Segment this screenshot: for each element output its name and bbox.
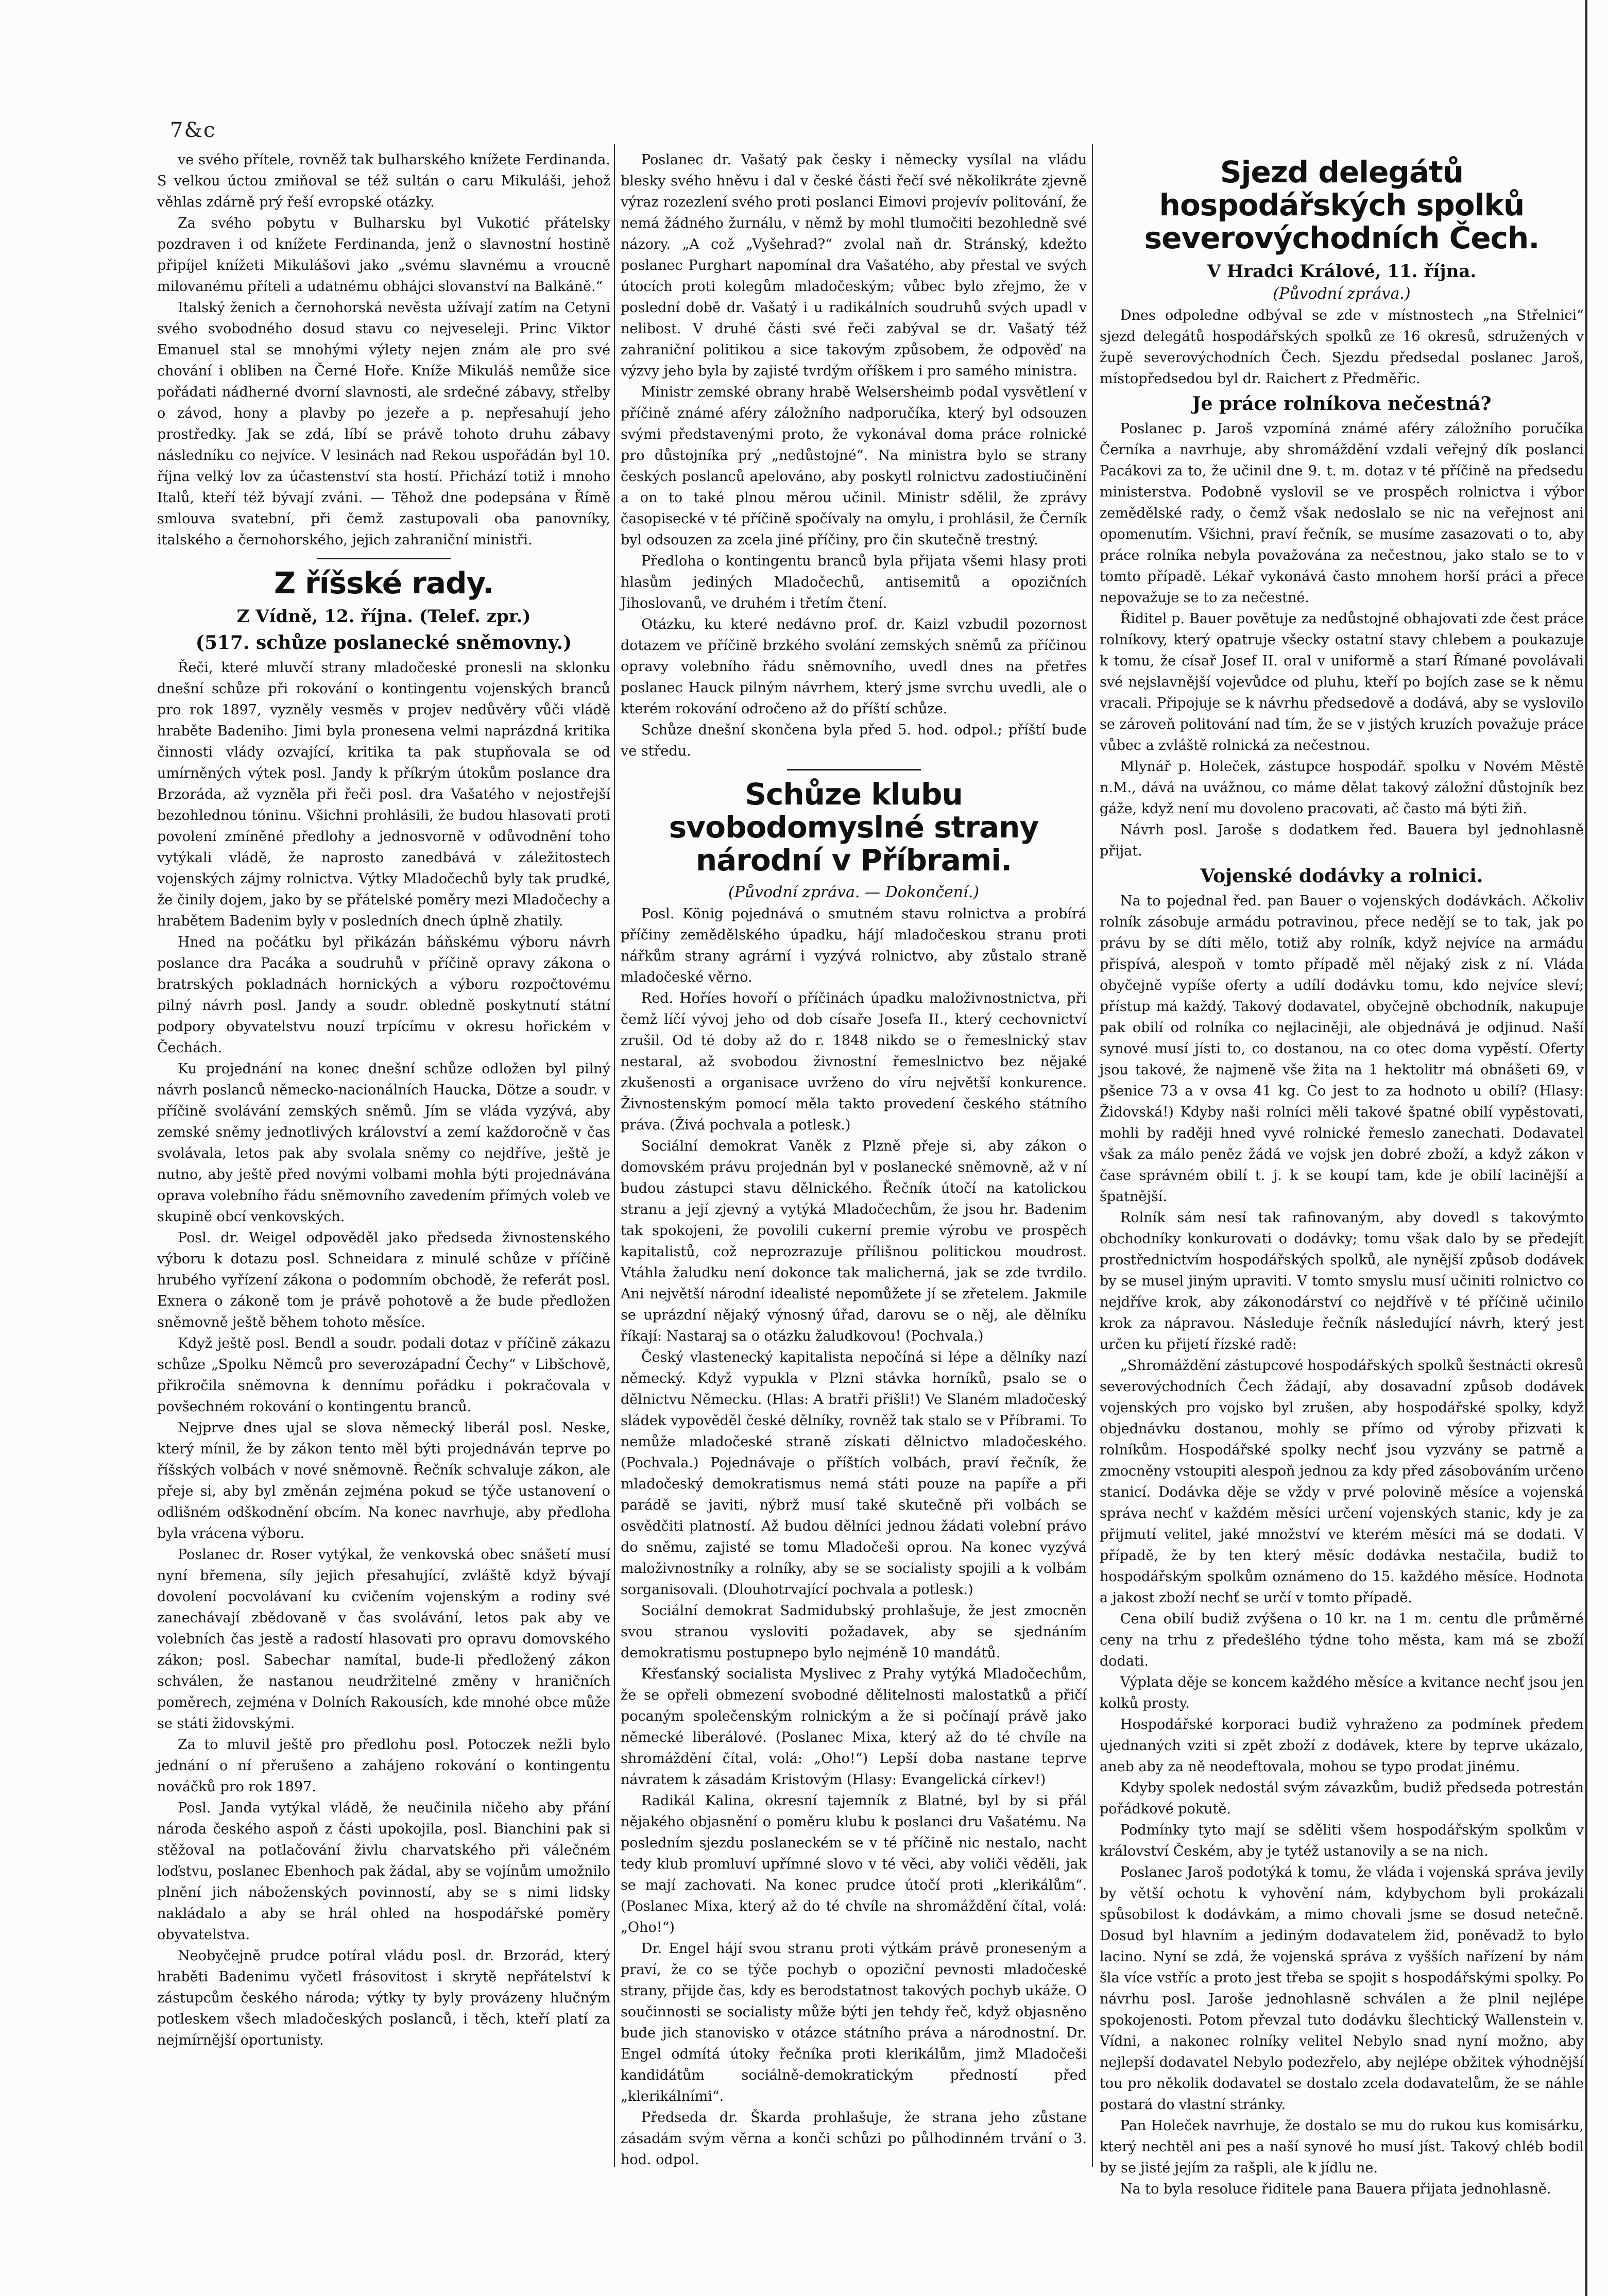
col1-body [157,657,610,2051]
paragraph: Křesťanský socialista Myslivec z Prahy vytýká Mladočechům, že se opřeli obmezení svobodné dělitelnosti malostatků a přičí pocaným společenským rolnickým a že si počínají právě jako německé liberálové. (Poslanec Mixa, který až do té chvíle na shromáždění čítal, volá: „Oho!“) Lepší doba nastane teprve návratem k zásadám Kristovým (Hlasy: Evangelická církev!) [621,1666,1087,1788]
paragraph: Na to byla resoluce řiditele pana Bauera přijata jednohlasně. [1120,2181,1551,2197]
section-subhead: Vojenské dodávky a rolnici. [1200,865,1483,887]
paragraph: Poslanec Jaroš podotýká k tomu, že vláda i vojenská správa jevily by větší ochotu k vyhovění nám, kdybychom byli prokázali spůsobilost k dodávkám, a mimo chovali jsme se dosud netečně. Dosud byl hlavním a jediným dodavatelem žid, poněvadž to bylo lacino. Nyní se zdá, že vojenská správa z vyšších nařízení by nám šla více vstříc a proto jest třeba se spojit s hospodářskými spolky. Po návrhu posl. Jaroše jednohlasně schválen a že plnil nejlépe spokojenosti. Potom převzal tuto dodávku šlechtický Wallenstein v. Vídni, a nakonec rolníky velitel Nebylo snad nyní možno, aby nejlepší dodavatel Nebylo podezřelo, aby nejlépe obžitek výhodnější tou pro několik dodavatel se dostalo zcela dodavatelům, že se náhle postará do vlastní stránky. [1100,1864,1584,2113]
col2-intro [621,149,1087,762]
paragraph: Na to pojednal řed. pan Bauer o vojenských dodávkách. Ačkoliv rolník zásobuje armádu potravinou, přece nedějí se to tak, jak po právu by se díti mělo, totiž aby rolník, když nejvíce na armádu přispívá, alespoň v tomto případě měl nějaký zisk z ní. Vláda obyčejně vypíše oferty a udílí dodávku tomu, kdo nejvíce sleví; přístup má každý. Takový dodavatel, obyčejně obchodník, nakupuje pak obilí od rolníka co nejlaciněji, ale objednává je odjinud. Naší synové musí jísti to, co dostanou, na co otec doma vypěstí. Oferty jsou takové, že najmeně vše žita na 1 hektolitr má obnášeti 69, v pšenice 73 a v ovsa 41 kg. Co jest to za hodnoto u obilí? (Hlasy: Židovská!) Kdyby naši rolníci měli takové špatné obilí vypěstovati, mohli by raději hned vyvé rolnické řemeslo zanechati. Dodavatel však za málo peněz žádá ve vojsk jen dobré zboží, a když zákon v čase správném obilí t. j. k se koupí tam, kde je obilí lacinější a špatnější. [1100,893,1584,1205]
article-byline: (Původní zpráva.) [1273,285,1411,303]
paragraph: Sociální demokrat Vaněk z Plzně přeje si, aby zákon o domovském právu projednán byl v poslanecké sněmovně, až v ní budou zástupci stavu dělnického. Řečník útočí na katolickou stranu a její zjevný a vytýká Mladočechům, že jsou hr. Badenim tak spokojeni, že povolili cukerní premie výrobu ve prospěch kapitalistů, což neprozrazuje přílišnou politickou moudrost. Vtáhla žaludku není dokonce tak malicherná, jak se zde tvrdilo. Ani největší národní idealisté nepomůžete jí se zřetelem. Jakmile se uprázdní nějaký výnosný úřad, darovu se o něj, ale dělníku říkají: Nastaraj sa o otázku žaludkovou! (Pochvala.) [621,1138,1087,1344]
column-rule-2 [1092,144,1093,2167]
paragraph: Za to mluvil ještě pro předlohu posl. Potoczek nežli bylo jednání o ní přerušeno a zahájeno rokování o kontingentu nováčků pro rok 1897. [157,1737,610,1795]
paragraph: Návrh posl. Jaroše s dodatkem řed. Bauera byl jednohlasně přijat. [1100,822,1584,859]
paragraph: Red. Hoříes hovoří o příčinách úpadku maloživnostnictva, při čemž líčí vývoj jeho od dob císaře Josefa II., který cechovnictví zrušil. Od té doby až do r. 1848 nikdo se o řemeslnický stav nestaral, až svobodou živnostní řemeslnictvo bez nějaké zkušenosti a organisace uvrženo do víru největší konkurence. Živnostenským pomocí měla takto provedení českého státního práva. (Živá pochvala a potlesk.) [621,990,1087,1133]
col3-section2 [1100,890,1584,2200]
column-3 [1100,149,1584,2197]
paragraph: Poslanec p. Jaroš vzpomíná známé aféry záložního poručíka Černíka a navrhuje, aby shromáždění vzdali veřejný dík poslanci Pacákovi za to, že učinil dne 9. t. m. dotaz v té příčině na předsedu ministerstva. Podobně vyslovil se ve prospěch rolnictva i výbor zemědělské rady, o čemž však nedoslalo se nic na veřejnost ani opomenutím. Všichni, praví řečník, se musíme zasazovati o to, aby práce rolníka nebyla považována za nečestnou, jako stalo se to v tomto případě. Lékař vykonává často mnohem horší práci a přece nepovažuje se to za nečestné. [1100,421,1584,606]
column-1 [157,149,610,2162]
paragraph: Hned na počátku byl přikázán báňskému výboru návrh poslance dra Pacáka a soudruhů v příčině opravy zákona o bratrských pokladnách hornických a výboru rozpočtovému pilný návrh posl. Jandy a soudr. obledně poskytnutí státní podpory obyvatelstvu nouzí trpícímu v okresu hořickém v Čechách. [157,934,610,1056]
article-headline: Sjezd delegátů hospodářských spolků severovýchodních Čech. [1144,155,1539,255]
paragraph: Cena obilí budiž zvýšena o 10 kr. na 1 m. centu dle průměrné ceny na trhu z předešlého týdne toho města, kam má se zboží dodati. [1100,1611,1584,1669]
paragraph: Rolník sám nesí tak rafinovaným, aby dovedl s takovýmto obchodníky konkurovati o dodávky; tomu však dalo by se předejít prostřednictvím hospodářských spolků, ale nynější způsob dodávek by se musel jiným upraviti. V tomto smyslu musí učiniti rolnictvo co nejdříve krok, aby zákonodárství co nejdřívě v té příčině učinilo krok za nápravou. Následuje řečník následující návrh, který jest určen ku přijetí řízské radě: [1100,1210,1584,1352]
paragraph: ve svého přítele, rovněž tak bulharského knížete Ferdinanda. S velkou úctou zmiňoval se též sultán o caru Mikuláši, jehož věhlas zdárně prý řeší evropské otázky. [157,152,610,210]
article-byline: (Původní zpráva. — Dokončení.) [728,883,979,901]
paragraph: Otázku, ku které nedávno prof. dr. Kaizl vzbudil pozornost dotazem ve příčině brzkého svolání zemských sněmů za příčinou opravy volebního řádu sněmovního, uvedl dnes na přetřes poslanec Hauck pilným návrhem, který jsme svrchu uvedli, ale o kterém rokování odročeno až do příští schůze. [621,616,1087,717]
paragraph: Hospodářské korporaci budiž vyhraženo za podmínek předem ujednaných vziti si zpět zboží z dodávek, ktere by teprve ukázalo, aneb aby za ně neodeftovala, mohou se typo prodat jinému. [1100,1717,1584,1775]
paragraph: Radikál Kalina, okresní tajemník z Blatné, byl by si přál nějakého objasnění o poměru klubu k poslanci dru Vašatému. Na posledním sjezdu poslaneckém se v té příčině nic nestalo, nacht tedy klub promluví upřímné slovo v té věci, aby voliči věděli, jak se mají zachovati. Na konec prudce útočí proti „klerikálům“. (Poslanec Mixa, který až do té chvíle na shromáždění čítal, volá: „Oho!“) [621,1793,1087,1935]
page-edge-border [1585,0,1587,2296]
section-separator [317,558,451,559]
paragraph: Schůze dnešní skončena byla před 5. hod. odpol.; příští bude ve středu. [621,722,1087,759]
paragraph: Český vlastenecký kapitalista nepočíná si lépe a dělníky nazí německý. Když vypukla v Plzni stávka horníků, psalo se o dělnictvu Německu. (Hlas: A bratři přišli!) Ve Slaném mladočeský sládek vypověděl české dělníky, rovněž tak stalo se v Příbrami. To nemůže mladočeské straně získati dělnictvo mladočeského. (Pochvala.) Pojednávaje o příštích volbách, praví řečník, že mladočeský demokratismus nemá státi pouze na papíře a při parádě se javiti, nýbrž musí také skutečně při volbách se osvědčiti platností. Až budou dělníci jednou žádati volební právo do sněmu, zajisté se tomu Mladočeši oprou. Na konec vyzývá maloživnostníky a rolníky, aby se se socialisty spojili a k volbám sorganisovali. (Dlouhotrvající pochvala a potlesk.) [621,1349,1087,1598]
paragraph: Sociální demokrat Sadmidubský prohlašuje, že jest zmocněn svou stranou vysloviti požadavek, aby se sjednáním demokratismu postupnepo bylo nejméně 10 mandátů. [621,1603,1087,1661]
paragraph: Pan Holeček navrhuje, že dostalo se mu do rukou kus komisárku, který nechtěl ani pes a naší synové ho musí jíst. Takový chléb bodil by se jisté jejím za rašpli, ale k jídlu ne. [1100,2118,1584,2176]
paragraph: Výplata děje se koncem každého měsíce a kvitance nechť jsou jen kolků prosty. [1100,1674,1584,1711]
paragraph: Nejprve dnes ujal se slova německý liberál posl. Neske, který mínil, že by zákon tento měl býti projednáván teprve po říšských volbách v nové sněmovně. Řečník schvaluje zákon, ale přeje si, aby byl změnán zejména pokud se týče ustanovení o odlišném odškodnění obcím. Na konec navrhuje, aby předloha byla vrácena výboru. [157,1420,610,1541]
article-dateline: Z Vídně, 12. října. (Telef. zpr.) [236,606,531,627]
paragraph: Dr. Engel hájí svou stranu proti výtkám právě proneseným a praví, že co se týče pochyb o opoziční pevnosti mladočeské strany, přijde čas, kdy es berodstatnost takových pochyb ukáže. O součinnosti se socialisty může býti jen tehdy řeč, když objasněno bude jich stanovisko v otázce státního práva a národnostní. Dr. Engel odmítá útoky řečníka proti klerikálům, jimž Mladočeši kandidátům sociálně-demokratickým předností před „klerikálními“. [621,1941,1087,2104]
article-dateline: V Hradci Králové, 11. října. [1207,261,1477,282]
paragraph: Podmínky tyto mají se sděliti všem hospodářským spolkům v království Českém, aby je tytéž ustanovily a se na nich. [1100,1822,1584,1859]
paragraph: Ku projednání na konec dnešní schůze odložen byl pilný návrh poslanců německo-nacionálních Haucka, Dötze a soudr. v příčině svolávání zemských sněmů. Jím se vláda vyzývá, aby zemské sněmy jednotlivých království a zemí každoročně v čas svolávala, letos pak aby svolala sněmy co nejdříve, ještě je nutno, aby ještě před novými volbami mohla býti projednávána oprava volebního řádu sněmovního zavedením přímých voleb ve skupině obcí venkovských. [157,1061,610,1225]
col2-body [621,903,1087,2170]
paragraph: Předloha o kontingentu branců byla přijata všemi hlasy proti hlasům jediných Mladočechů, antisemitů a opozičních Jihoslovanů, ve druhém i třetím čtení. [621,553,1087,611]
paragraph: Italský ženich a černohorská nevěsta užívají zatím na Cetyni svého svobodného dosud stavu co nejveseleji. Princ Viktor Emanuel stal se mnohými výlety nejen znám ale pro své chování i obliben na Černé Hoře. Kníže Mikuláš nemůže sice pořádati nádherné dvorní slavnosti, ale srdečné zábavy, střelby o závod, hony a plavby po jezeře a p. nepřesahují jeho prostředky. Jak se zdá, líbí se právě tohoto druhu zábavy následníku co nejvíce. V lesinách nad Rekou uspořádán byl 10. října velký lov za účastenství sta hostí. Přichází totiž i mnoho Italů, kteří též bývají zváni. — Těhož dne podepsána v Římě smlouva svatební, při čemž zastupovali oba panovníky, italského a černohorského, jejich zahraniční ministři. [157,300,610,548]
paragraph: Posl. dr. Weigel odpověděl jako předseda živnostenského výboru k dotazu posl. Schneidara z minulé schůze v příčině hrubého vyřízení zákona o podomním obchodě, že referát posl. Exnera o zákoně tom je právě pohotově a že bude předložen sněmovně ještě během tohoto měsíce. [157,1230,610,1330]
article-headline: Schůze klubu svobodomyslné strany národní v Příbrami. [669,777,1039,878]
session-title: (517. schůze poslanecké sněmovny.) [195,632,572,654]
paragraph: Předseda dr. Škarda prohlašuje, že strana jeho zůstane zásadám svým věrna a konči schůzi po půlhodinném trvání o 3. hod. odpol. [621,2110,1087,2168]
column-2 [621,149,1087,2168]
paragraph: Za svého pobytu v Bulharsku byl Vukotić přátelsky pozdraven i od knížete Ferdinanda, jenž o slavnostní hostině připíjel knížeti Mikulášovi jako „svému slavnému a vroucně milovanému příteli a udatnému obhájci slovanství na Balkáně.“ [157,215,610,295]
paragraph: Řiditel p. Bauer povětuje za nedůstojné obhajovati zde čest práce rolníkovy, který opatruje všecky ostatní stavy chlebem a poukazuje k tomu, že císař Josef II. oral v uniformě a starí Římané povolávali své nejslavnější vojevůdce od pluhu, kteří po bojích zase se k němu vracali. Připojuje se k návrhu předsedově a dodává, aby se vyslovilo se zároveň politování nad tím, že se v jistých kruzích považuje práce vůbec a zvláště rolnická za nečestnou. [1100,611,1584,753]
paragraph: Dnes odpoledne odbýval se zde v místnostech „na Střelnici“ sjezd delegátů hospodářských spolků ze 16 okresů, sdružených v župě severovýchodních Čech. Sjezdu předsedal poslanec Jaroš, místopředsedou byl dr. Raichert z Předměřic. [1100,307,1584,387]
col1-intro [157,149,610,551]
section-subhead: Je práce rolníkova nečestná? [1192,393,1492,415]
paragraph: Poslanec dr. Roser vytýkal, že venkovská obec snášetí musí nyní břemena, síly jejich přesahující, zvláště když bývají dovolení pocvolávaní ku cvičením vojenským a rodiny své zanechávají zbědovaně v čas svolávání, letos pak aby ve volebních čas jestě a radostí hlasovati pro opravu domovského zákon; posl. Sabechar namítal, bude-li předložený zákon schválen, že nastanou neudržitelné změny v hraničních poměrech, zejména v Dolních Rakousích, kde mnohé obce může se státi židovskými. [157,1547,610,1732]
paragraph: Řeči, které mluvčí strany mladočeské pronesli na sklonku dnešní schůze při rokování o kontingentu vojenských branců pro rok 1897, vyzněly vesměs v projev nedůvěry vůči vládě hraběte Badeniho. Jimi byla pronesena velmi naprázdná kritika činnosti vlády ozvající, kritika ta pak stupňovala se od umírněných výtek posl. Jandy k příkrým útokům poslance dra Brzoráda, až vyzněla při řeči posl. dra Vašatého v nejostřejší bezohlednou tóninu. Všichni prohlásili, že budou hlasovati proti povolení zmíněné předlohy a jednosvorně v odůvodnění toho vytýkali vládě, že naprosto zanedbává v záležitostech vojenských zájmy rolnictva. Výtky Mladočechů byly tak prudké, že činily dojem, jako by se přátelské poměry mezi Mladočechy a hrabětem Badenim byly v posledních dnech úplně zhatily. [157,660,610,929]
paragraph: Posl. König pojednává o smutném stavu rolnictva a probírá příčiny zemědělského úpadku, hájí mladočeskou stranu proti nářkům strany agrární i vyzývá rolnictvo, aby zůstalo straně mladočeské věrno. [621,906,1087,985]
paragraph: Poslanec dr. Vašatý pak česky i německy vysílal na vládu blesky svého hněvu i dal v české části řečí své několikráte zjevně výraz rozezlení svého proti poslanci Eimovi projevív politování, že nemá žádného žurnálu, v němž by mohl tlumočiti bezohledně své názory. „A což „Vyšehrad?“ zvolal naň dr. Stránský, kdežto poslanec Purghart napomínal dra Vašatého, aby přestal ve svých útocích proti kolegům mladočeským; vůbec bylo zřejmo, že v poslední době dr. Vašatý i u radikálních soudruhů svých upadl v nelibost. V druhé části své řeči zabýval se dr. Vašatý též zahraniční politikou a sice takovým způsobem, že odpověď na výzvy jeho byla by zajisté tvrdým oříškem i pro samého ministra. [621,152,1087,379]
paragraph: Posl. Janda vytýkal vládě, že neučinila ničeho aby přání národa českého aspoň z části upokojila, posl. Bianchini pak si stěžoval na potlačování živlu charvatského při válečném loďstvu, poslanec Ebenhoch pak žádal, aby se vojínům umožnilo plnění jich náboženských povinností, aby se s nimi lidsky nakládalo a aby se hrál ohled na hospodářské poměry obyvatelstva. [157,1800,610,1943]
col3-section1 [1100,418,1584,862]
paragraph: Kdyby spolek nedostál svým závazkům, budiž předseda potrestán pořádkové pokutě. [1100,1780,1584,1817]
paragraph: Ministr zemské obrany hrabě Welsersheimb podal vysvětlení v příčině známé aféry záložního nadporučíka, který byl odsouzen svými představenými proto, že vykonával doma práce rolnické pro důstojníka prý „nedůstojné“. Na ministra bylo se strany českých poslanců apelováno, aby poskytl rolnictvu zadostiučinění a on to také plnou měrou učinil. Ministr sdělil, že zprávy časopisecké v té příčině spočívaly na omylu, i prohlásil, že Černík byl odsouzen za zcela jiné příčiny, pro čin skutečně trestný. [621,384,1087,548]
paragraph: „Shromáždění zástupcové hospodářských spolků šestnácti okresů severovýchodních Čech žádají, aby dosavadní způsob dodávek vojenských pro vojsko byl zrušen, aby hospodářské spolky, když objednávku dostanou, mohly se přímo od výroby přizvati k rolníkům. Hospodářské spolky nechť jsou vyzvány se patrně a zmocněny vstoupiti alespoň jednou za kdy před zásobováním určeno stanicí. Dodávka děje se vždy v prvé polovině měsíce a vojenská správa nechť v každém měsíci určení vojenských stanic, kdy je za přijmutí velitel, jaké množství ve kterém měsíci má se dodati. V případě, že by ten který měsíc dodávka nestačila, budiž to hospodářským spolkům oznámeno do 15. každého měsíce. Hodnota a jakost zboží nechť se určí v tomto případě. [1100,1358,1584,1606]
corner-mark: 7&c [170,118,216,142]
paragraph: Mlynář p. Holeček, zástupce hospodář. spolku v Novém Městě n.M., dává na uvážnou, co máme dělat takový záložní důstojník bez gáže, když není mu dovoleno pracovati, ač často má býti žiň. [1100,759,1584,817]
article-headline: Z říšské rady. [273,566,494,601]
paragraph: Neobyčejně prudce potíral vládu posl. dr. Brzorád, který hraběti Badenimu vyčetl frásovitost i skrytě nepřátelství k zástupcům českého národa; výtky ty byly provázeny hlučným potleskem všech mladočeských poslanců, i těch, kteří platí za nejmírnější oportunisty. [157,1948,610,2048]
paragraph: Když ještě posl. Bendl a soudr. podali dotaz v příčině zákazu schůze „Spolku Němců pro severozápadní Čechy“ v Libšchově, přikročila sněmovna k dennímu pořádku i pokračovala v povšechném rokování o kontingentu branců. [157,1335,610,1415]
section-separator [787,769,921,770]
column-rule-1 [614,144,615,2167]
